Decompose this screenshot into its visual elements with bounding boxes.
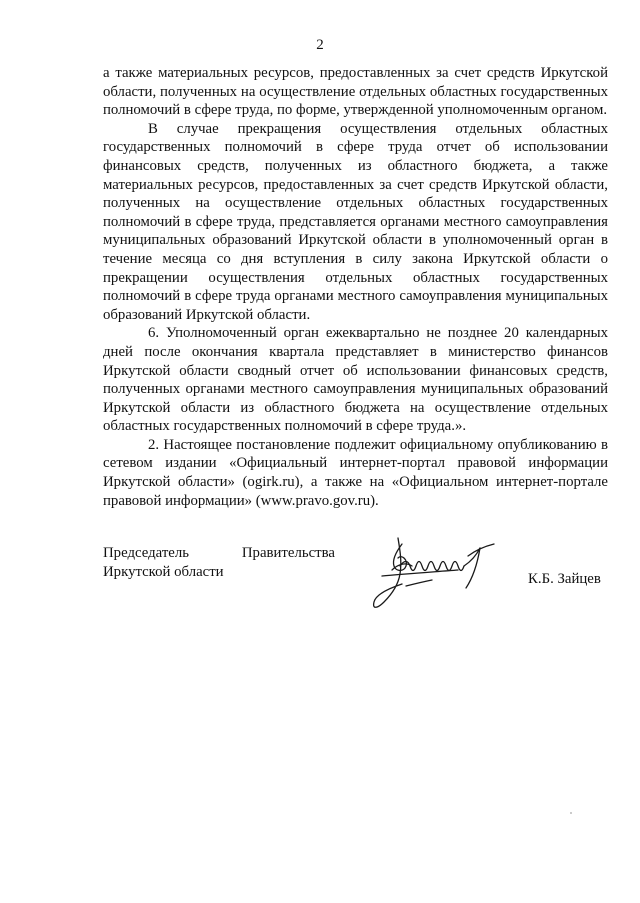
- scan-speck: [570, 812, 572, 814]
- signatory-title-word-government: Правительства: [241, 545, 335, 561]
- document-body: [103, 64, 608, 510]
- signatory-name: К.Б. Зайцев: [528, 571, 601, 587]
- signatory-title-line-1: [103, 544, 335, 563]
- paragraph-termination-report: В случае прекращения осуществления отдельных областных государственных полномочий в сфере труда отчет об использовании финансовых средств, полученных из областного бюджета, а также материальных ресурсов, предоставленных за счет средств Иркутской области, полученных на осуществление отдельных областных государственных полномочий в сфере труда, представляется органами местного самоуправления муниципальных образований Иркутской области в уполномоченный орган в течение месяца со дня вступления в силу закона Иркутской области о прекращении осуществления отдельных областных государственных полномочий в сфере труда органами местного самоуправления муниципальных образований Иркутской области.: [103, 120, 608, 323]
- signatory-title-word-chairman: Председатель: [103, 545, 189, 561]
- paragraph-item-6: 6. Уполномоченный орган ежеквартально не позднее 20 календарных дней после окончания квартала представляет в министерство финансов Иркутской области сводный отчет об использовании финансовых средств, полученных органами местного самоуправления муниципальных образований Иркутской области из областного бюджета на осуществление отдельных областных государственных полномочий в сфере труда.».: [103, 325, 608, 435]
- page-number: 2: [316, 37, 324, 53]
- signatory-title: [103, 544, 343, 581]
- signatory-title-line-2: Иркутской области: [103, 563, 224, 580]
- handwritten-signature: [362, 526, 527, 622]
- paragraph-continuation: а также материальных ресурсов, предоставленных за счет средств Иркутской области, полученных на осуществление отдельных областных государственных полномочий в сфере труда, по форме, утвержденной уполномоченным органом.: [103, 65, 608, 119]
- paragraph-item-2-publication: 2. Настоящее постановление подлежит официальному опубликованию в сетевом издании «Официальный интернет-портал правовой информации Иркутской области» (ogirk.ru), а также на «Официальном интернет-портале правовой информации» (www.pravo.gov.ru).: [103, 436, 608, 509]
